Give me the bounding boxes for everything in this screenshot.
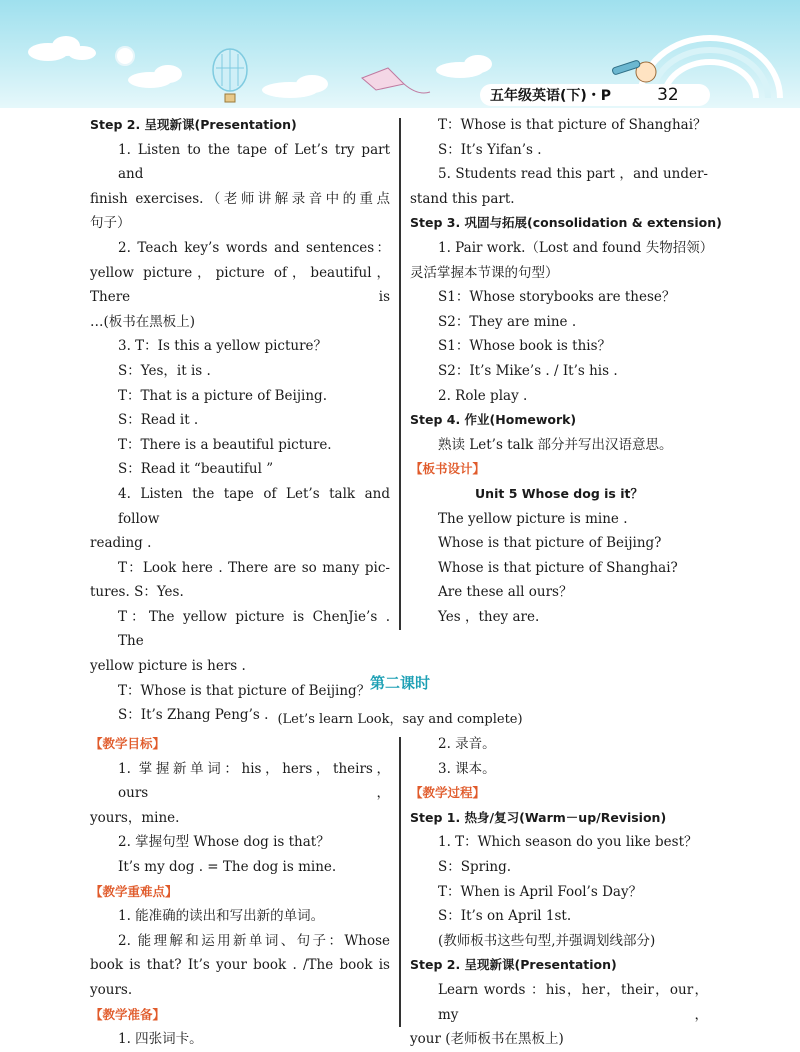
text-line: yours，mine.: [90, 809, 180, 826]
text-line: 2. 录音。: [438, 736, 496, 752]
text-line: T：That is a picture of Beijing.: [118, 387, 327, 404]
text-line: yours.: [90, 981, 133, 998]
text-line: Are these all ours？: [438, 584, 573, 601]
text-line: 熟读 Let’s talk 部分并写出汉语意思。: [438, 436, 673, 453]
text-line: S：Read it .: [118, 412, 199, 429]
kite-icon: [362, 68, 430, 93]
text-line: 1. Pair work.（Lost and found 失物招领）: [438, 239, 714, 256]
text-line: Whose is that picture of Shanghai?: [438, 559, 678, 576]
text-line: 2. Teach key’s words and sentences：: [118, 239, 390, 256]
step-heading: Step 2. 呈现新课(Presentation): [90, 117, 297, 132]
page-number: 32: [657, 85, 679, 105]
text-line: tures. S：Yes.: [90, 584, 184, 601]
text-line: Yes ，they are.: [438, 608, 540, 625]
book-title: 五年级英语(下)・P: [490, 88, 612, 104]
text-line: S：It’s Yifan’s .: [438, 141, 542, 158]
text-line: yellow picture is hers .: [90, 658, 246, 675]
text-line: (教师板书这些句型,并强调划线部分): [438, 932, 656, 949]
text-line: book is that? It’s your book . /The book is: [90, 957, 390, 974]
right-column-bottom: [410, 732, 708, 1052]
text-line: S1：Whose book is this？: [438, 338, 612, 355]
page-header: [0, 0, 800, 108]
section-tag: 【教学重难点】: [90, 883, 178, 899]
text-line: reading .: [90, 535, 152, 552]
sun-icon: [116, 47, 134, 65]
text-line: S2：It’s Mike’s . / It’s his .: [438, 362, 618, 379]
text-line: 灵活掌握本节课的句型）: [410, 264, 559, 281]
text-line: T：Whose is that picture of Shanghai？: [438, 117, 707, 133]
hot-air-balloon-icon: [213, 49, 247, 102]
left-column-bottom: [90, 732, 390, 1052]
text-line: S：Spring.: [438, 858, 512, 875]
text-line: T：The yellow picture is ChenJie’s . The: [118, 608, 390, 650]
text-line: finish exercises.（老师讲解录音中的重点: [90, 190, 390, 207]
text-line: S2：They are mine .: [438, 313, 577, 330]
step-heading: Step 4. 作业(Homework): [410, 412, 577, 428]
text-line: It’s my dog . = The dog is mine.: [118, 858, 337, 875]
section-tag: 【教学目标】: [90, 736, 166, 751]
text-line: Learn words ：his，her，their，our，my ，: [438, 981, 708, 1023]
step-heading: Step 2. 呈现新课(Presentation): [410, 957, 617, 973]
text-line: …(板书在黑板上): [90, 313, 196, 330]
step-heading: Step 1. 热身/复习(Warm－up/Revision): [410, 809, 667, 825]
text-line: 3. T：Is this a yellow picture？: [118, 338, 328, 355]
section-title: 第二课时: [369, 674, 430, 692]
text-line: Whose is that picture of Beijing?: [438, 535, 662, 552]
header-badge: [480, 84, 710, 106]
text-line: S：It’s Zhang Peng’s .: [118, 707, 269, 724]
text-line: 1. Listen to the tape of Let’s try part and: [118, 141, 390, 183]
cloud-icon: [28, 36, 96, 61]
step-heading: Step 3. 巩固与拓展(consolidation & extension): [410, 215, 722, 231]
column-divider: [399, 737, 401, 1027]
cloud-icon: [128, 55, 492, 98]
section-tag: 【教学过程】: [410, 785, 486, 801]
text-line: S：Yes，it is .: [118, 362, 211, 379]
text-line: 2. 掌握句型 Whose dog is that？: [118, 834, 330, 851]
text-line: T：There is a beautiful picture.: [118, 436, 332, 453]
text-line: yellow picture，picture of，beautiful，There is: [90, 264, 390, 306]
child-telescope-icon: [612, 60, 656, 82]
section-tag: 【板书设计】: [410, 461, 486, 477]
text-line: 句子）: [90, 215, 131, 232]
step-heading: Unit 5 Whose dog is it？: [475, 485, 643, 501]
left-column-top: [90, 113, 390, 728]
column-divider: [399, 118, 401, 630]
text-line: 1. 掌握新单词：his，hers，theirs，ours，: [118, 760, 390, 802]
text-line: T：Whose is that picture of Beijing？: [118, 682, 371, 699]
text-line: 4. Listen the tape of Let’s talk and follow: [118, 485, 390, 527]
section-subtitle: (Let’s learn Look，say and complete): [277, 712, 523, 727]
text-line: S1：Whose storybooks are these？: [438, 289, 676, 306]
text-line: The yellow picture is mine .: [438, 510, 628, 527]
text-line: 2. Role play .: [438, 387, 528, 404]
section-tag: 【教学准备】: [90, 1006, 166, 1022]
text-line: 1. T：Which season do you like best？: [438, 834, 698, 851]
text-line: stand this part.: [410, 190, 515, 207]
right-column-top: [410, 113, 722, 629]
text-line: 3. 课本。: [438, 760, 496, 777]
text-line: 1. 能准确的读出和写出新的单词。: [118, 908, 325, 925]
text-line: 1. 四张词卡。: [118, 1031, 203, 1048]
text-line: your (老师板书在黑板上): [410, 1031, 564, 1048]
text-line: S：Read it “beautiful ”: [118, 461, 274, 478]
text-line: 2. 能理解和运用新单词、句子：Whose: [118, 932, 390, 949]
text-line: 5. Students read this part ，and under-: [438, 166, 708, 183]
text-line: T：When is April Fool’s Day？: [438, 883, 643, 900]
text-line: T：Look here . There are so many pic-: [118, 559, 390, 576]
text-line: S：It’s on April 1st.: [438, 908, 572, 925]
